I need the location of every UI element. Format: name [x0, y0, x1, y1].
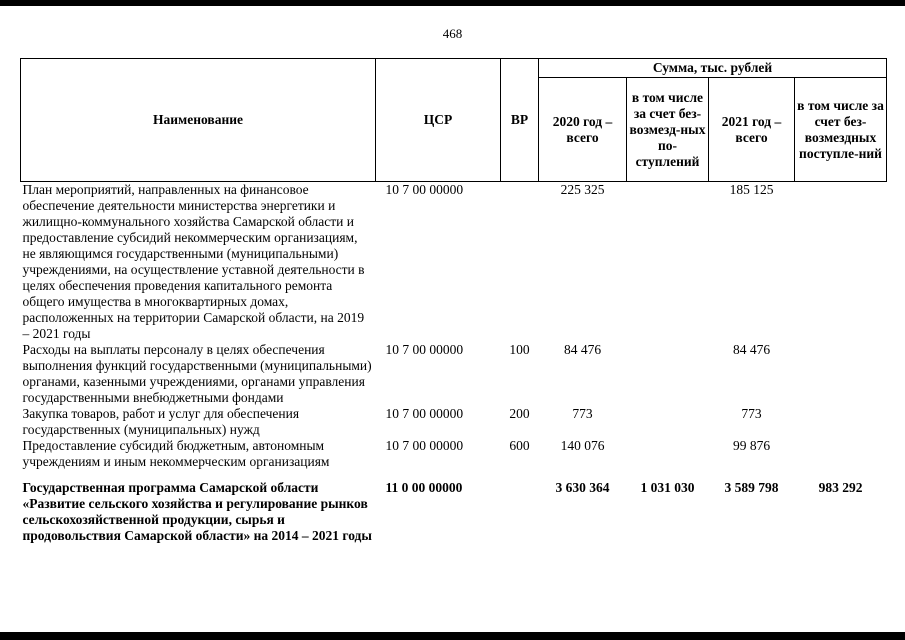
row-name: Расходы на выплаты персоналу в целях обеспечения выполнения функций государственными (муниципальными) органами, казенными учреждениями, органами управления государственными внебюджетными фондами	[22, 342, 372, 405]
top-rule	[0, 0, 905, 6]
header-vr: ВР	[501, 59, 539, 182]
row-2021-incl	[795, 438, 887, 470]
table-row	[21, 438, 887, 470]
header-2021-incl: в том числе за счет без-возмездных поступле-ний	[795, 78, 887, 182]
row-2020-incl	[627, 342, 709, 406]
row-2020-total: 225 325	[560, 182, 605, 197]
row-name: Закупка товаров, работ и услуг для обеспечения государственных (муниципальных) нужд	[22, 406, 300, 437]
row-2021-incl	[795, 182, 887, 343]
row-2021-total: 84 476	[732, 342, 771, 357]
row-2020-incl: 1 031 030	[640, 480, 695, 495]
row-name: Государственная программа Самарской области «Развитие сельского хозяйства и регулирование рынков сельскохозяйственной продукции, сырья и продовольствия Самарской области» на 2014 – 2021 годы	[22, 480, 372, 543]
row-vr: 200	[509, 406, 530, 421]
row-2021-total: 3 589 798	[724, 480, 779, 495]
row-vr: 600	[509, 438, 530, 453]
header-2020-incl: в том числе за счет без-возмезд-ных по-ступлений	[627, 78, 709, 182]
row-name: Предоставление субсидий бюджетным, автономным учреждениям и иным некоммерческим организациям	[22, 438, 330, 469]
row-2020-incl	[627, 182, 709, 343]
row-csr: 10 7 00 00000	[385, 342, 464, 357]
row-name: План мероприятий, направленных на финансовое обеспечение деятельности министерства энергетики и жилищно-коммунального хозяйства Самарской области и предоставление субсидий некоммерческим организациям, не являющимся государственными (муниципальными) учреждениями, на осуществление уставной деятельности в целях обеспечения проведения капитального ремонта общего имущества в многоквартирных домах, расположенных на территории Самарской области, на 2019 – 2021 годы	[22, 182, 365, 341]
table-row	[21, 182, 887, 343]
row-2020-total: 140 076	[560, 438, 605, 453]
row-2020-incl	[627, 406, 709, 438]
row-2021-total: 773	[741, 406, 762, 421]
row-vr: 100	[509, 342, 530, 357]
bottom-rule	[0, 632, 905, 640]
table-row	[21, 342, 887, 406]
header-sum-group: Сумма, тыс. рублей	[539, 59, 887, 78]
row-2020-incl	[627, 438, 709, 470]
row-csr: 10 7 00 00000	[385, 406, 464, 421]
page-number: 468	[442, 26, 463, 41]
row-2021-incl	[795, 406, 887, 438]
header-2020-total: 2020 год – всего	[539, 78, 627, 182]
table-row-program-total	[21, 470, 887, 544]
row-2020-total: 84 476	[563, 342, 602, 357]
header-2021-total: 2021 год – всего	[709, 78, 795, 182]
row-2020-total: 3 630 364	[555, 480, 610, 495]
row-2021-incl	[795, 342, 887, 406]
table-row	[21, 406, 887, 438]
row-2021-incl: 983 292	[818, 480, 863, 495]
header-csr: ЦСР	[376, 59, 501, 182]
row-csr: 10 7 00 00000	[385, 438, 464, 453]
row-vr	[501, 182, 539, 343]
row-vr	[501, 470, 539, 544]
row-csr: 11 0 00 00000	[385, 480, 463, 495]
row-2021-total: 99 876	[732, 438, 771, 453]
header-name: Наименование	[21, 59, 376, 182]
row-2021-total: 185 125	[729, 182, 774, 197]
budget-table	[20, 58, 887, 544]
row-2020-total: 773	[572, 406, 593, 421]
row-csr: 10 7 00 00000	[385, 182, 464, 197]
